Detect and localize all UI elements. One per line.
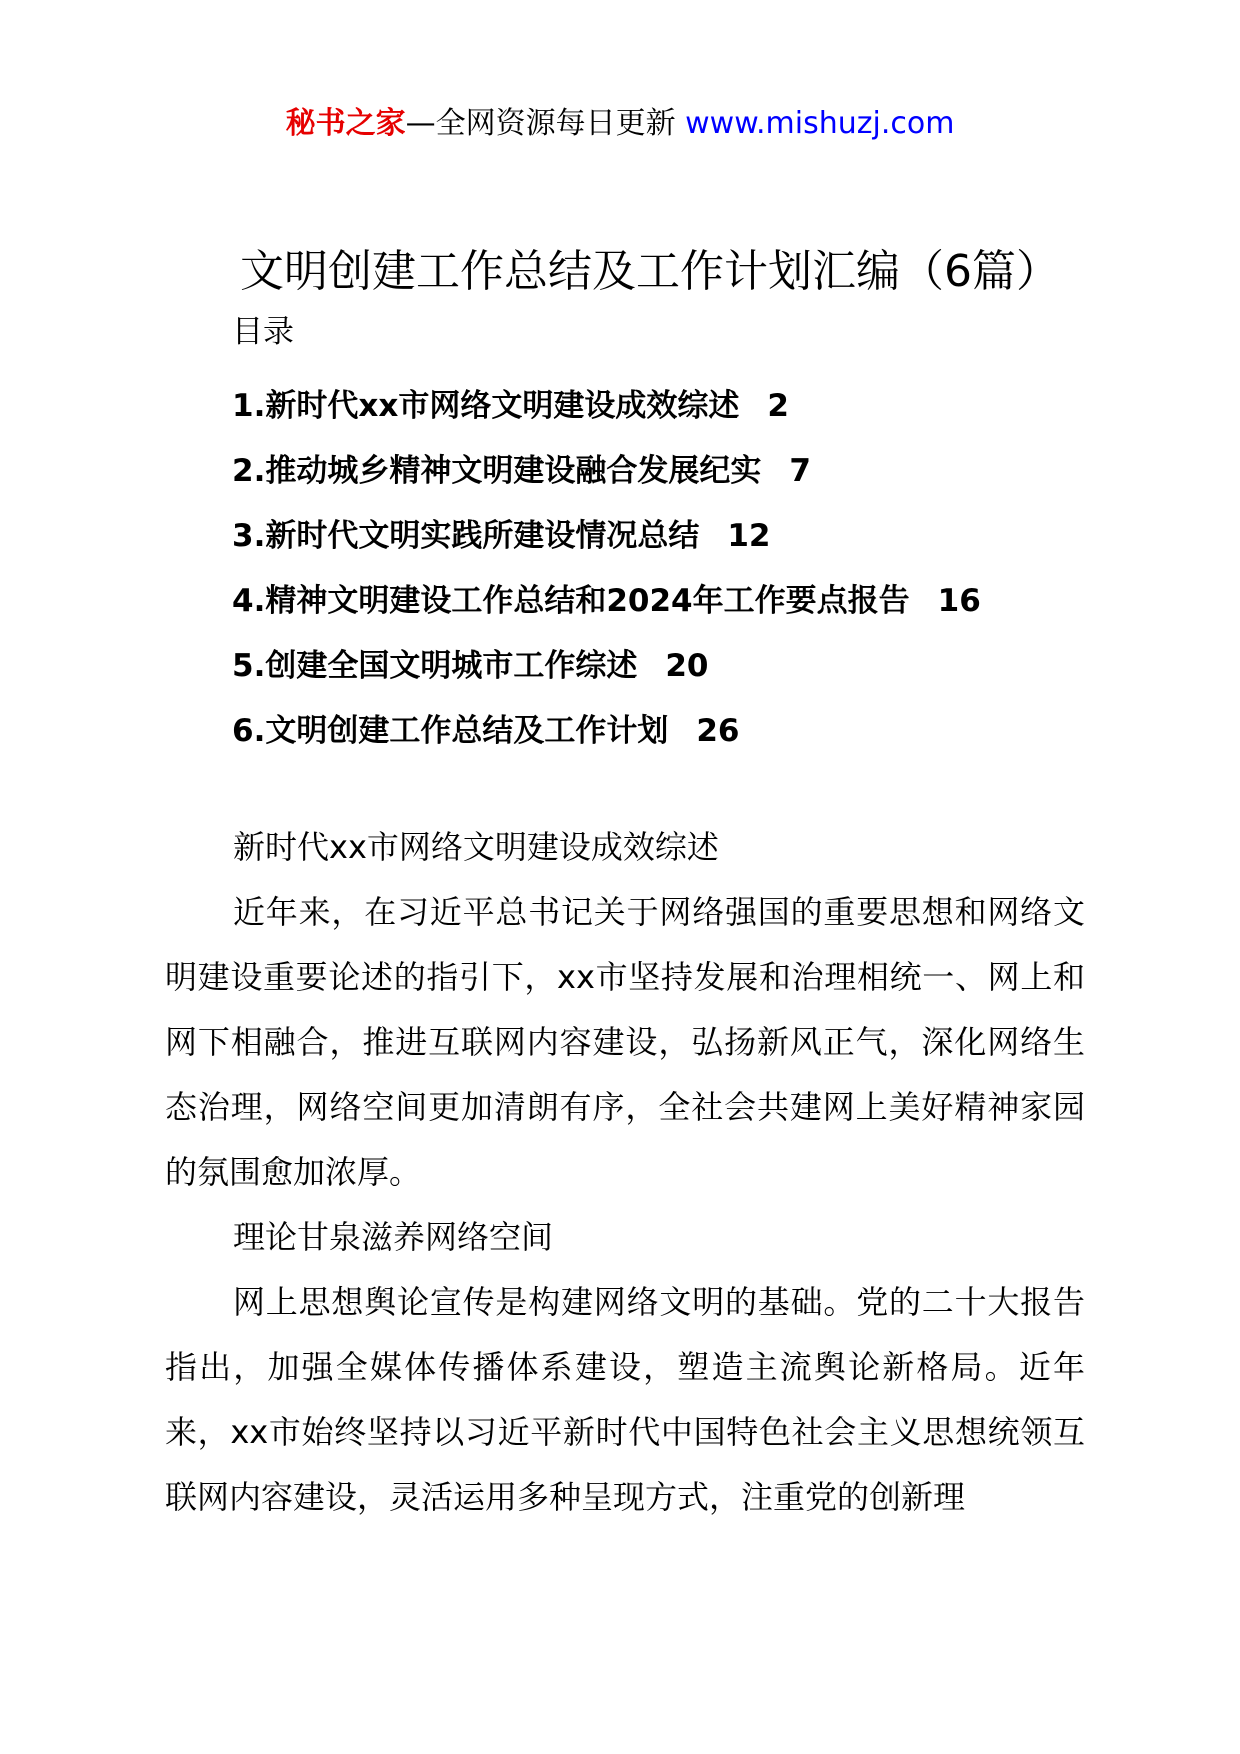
document-body: [165, 815, 1085, 1530]
body-paragraph: 近年来，在习近平总书记关于网络强国的重要思想和网络文明建设重要论述的指引下，xx市坚持发展和治理相统一、网上和网下相融合，推进互联网内容建设，弘扬新风正气，深化网络生态治理，网络空间更加清朗有序，全社会共建网上美好精神家园的氛围愈加浓厚。: [165, 893, 1085, 1191]
site-url-link[interactable]: www.mishuzj.com: [685, 106, 955, 141]
toc-entry-page: 26: [696, 713, 740, 749]
body-paragraph: 网上思想舆论宣传是构建网络文明的基础。党的二十大报告指出，加强全媒体传播体系建设，塑造主流舆论新格局。近年来，xx市始终坚持以习近平新时代中国特色社会主义思想统领互联网内容建设，灵活运用多种呈现方式，注重党的创新理: [165, 1283, 1085, 1516]
toc-entry-page: 16: [937, 583, 981, 619]
site-header: [0, 104, 1240, 144]
site-tagline: —全网资源每日更新: [405, 106, 686, 141]
site-brand: 秘书之家: [285, 106, 406, 141]
toc-entry-label: 5.创建全国文明城市工作综述: [232, 648, 638, 684]
document-title: 文明创建工作总结及工作计划汇编（6篇）: [240, 246, 1060, 297]
toc-heading: 目录: [232, 314, 294, 350]
toc-entry-page: 7: [789, 453, 811, 489]
toc-entry[interactable]: [232, 699, 981, 764]
toc-entry[interactable]: [232, 439, 981, 504]
toc-entry-page: 2: [767, 388, 789, 424]
table-of-contents: [232, 374, 981, 764]
toc-entry-page: 20: [665, 648, 709, 684]
toc-entry-label: 3.新时代文明实践所建设情况总结: [232, 518, 700, 554]
section-heading: 新时代xx市网络文明建设成效综述: [233, 828, 719, 866]
toc-entry[interactable]: [232, 374, 981, 439]
toc-entry[interactable]: [232, 634, 981, 699]
section-subheading: 理论甘泉滋养网络空间: [233, 1218, 554, 1256]
toc-entry-label: 2.推动城乡精神文明建设融合发展纪实: [232, 453, 762, 489]
toc-entry-label: 1.新时代xx市网络文明建设成效综述: [232, 388, 740, 424]
toc-entry[interactable]: [232, 504, 981, 569]
toc-entry[interactable]: [232, 569, 981, 634]
toc-entry-page: 12: [727, 518, 771, 554]
toc-entry-label: 6.文明创建工作总结及工作计划: [232, 713, 669, 749]
toc-entry-label: 4.精神文明建设工作总结和2024年工作要点报告: [232, 583, 910, 619]
